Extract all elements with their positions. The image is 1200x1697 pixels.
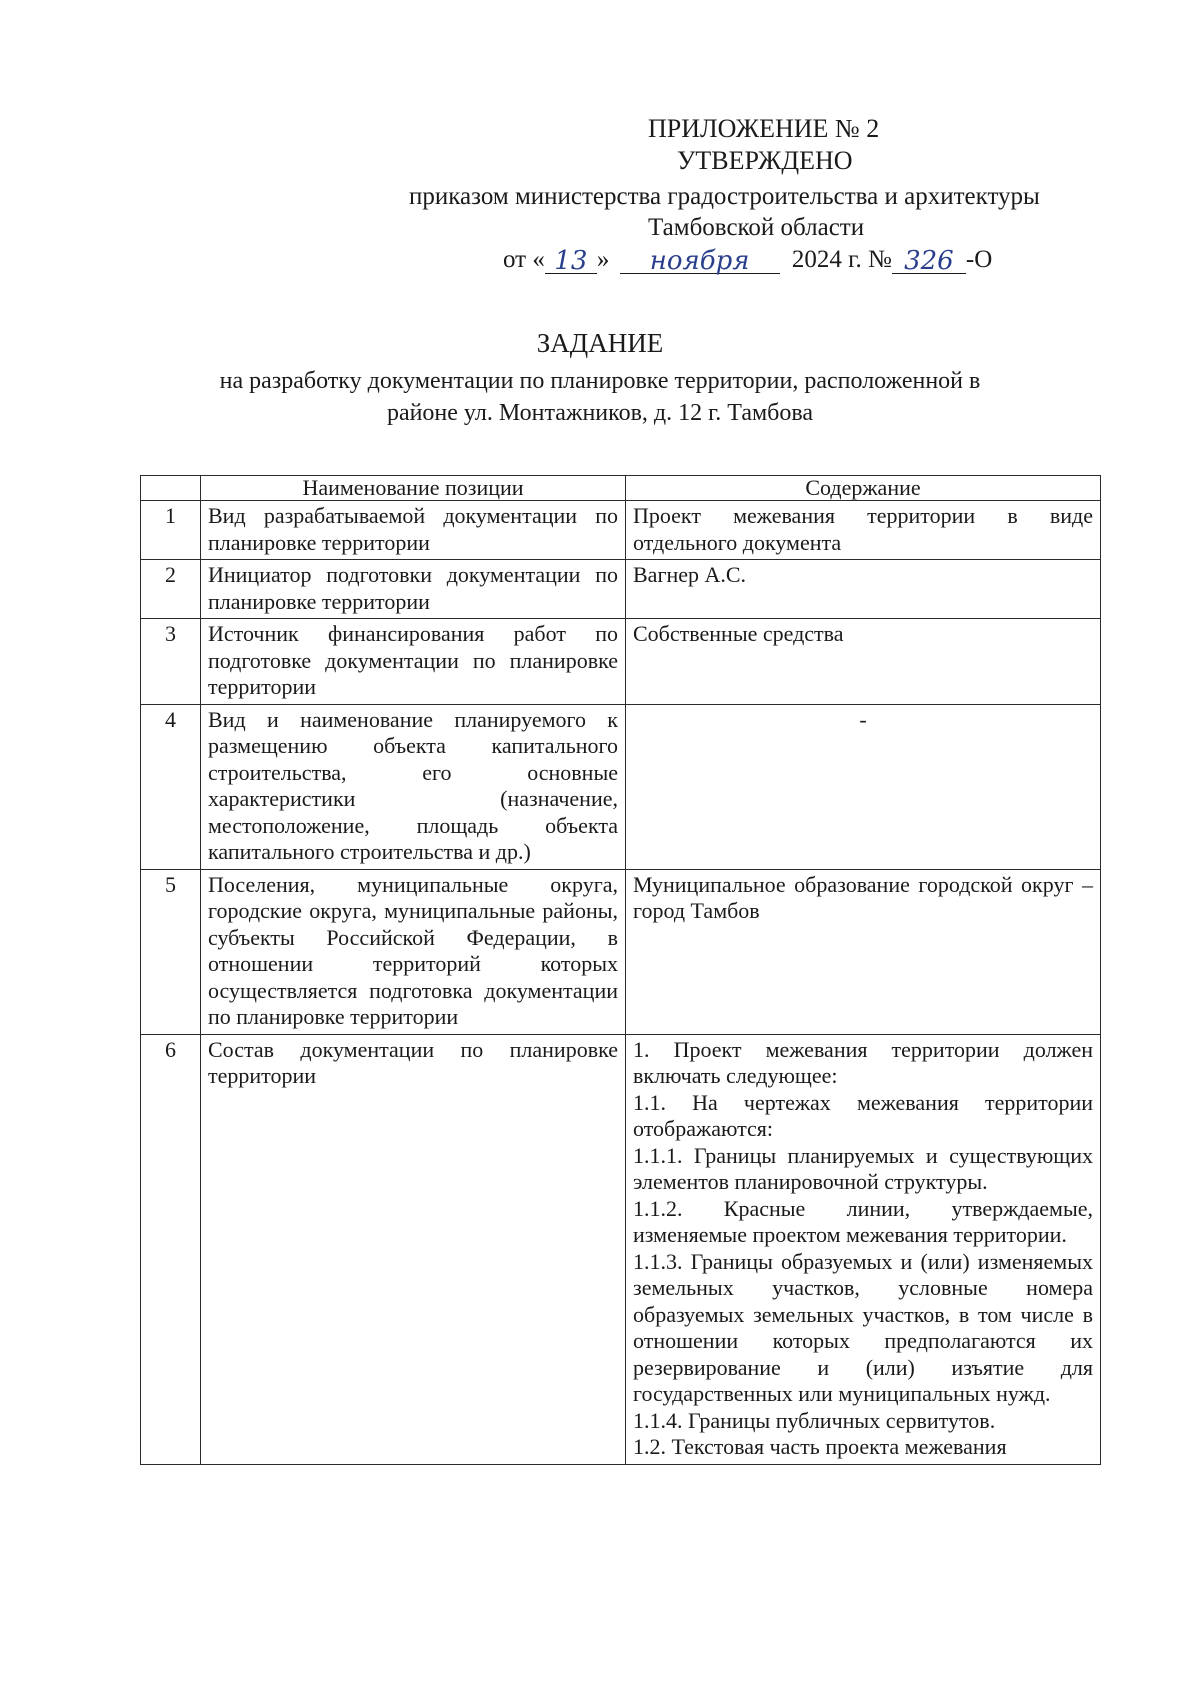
row-name: Источник финансирования работ по подготовке документации по планировке территории bbox=[201, 619, 626, 705]
table-row bbox=[141, 704, 1101, 869]
row-number: 1 bbox=[141, 501, 201, 560]
year-text: 2024 г. № bbox=[791, 246, 892, 273]
row-name: Поселения, муниципальные округа, городские округа, муниципальные районы, субъекты Российской Федерации, в отношении территорий которых осуществляется подготовка документации по планировке территории bbox=[201, 869, 626, 1034]
row-content bbox=[626, 1034, 1101, 1464]
table-row bbox=[141, 501, 1101, 560]
row-number: 4 bbox=[141, 704, 201, 869]
table-row bbox=[141, 1034, 1101, 1464]
row-number: 6 bbox=[141, 1034, 201, 1464]
task-table bbox=[140, 475, 1101, 1465]
row-number: 2 bbox=[141, 560, 201, 619]
row-number: 3 bbox=[141, 619, 201, 705]
date-prefix: от « bbox=[503, 246, 545, 273]
content-paragraph: 1. Проект межевания территории должен включать следующее: bbox=[633, 1036, 1093, 1088]
content-paragraph: 1.1.1. Границы планируемых и существующих элементов планировочной структуры. bbox=[633, 1142, 1093, 1194]
row-name: Вид и наименование планируемого к размещению объекта капитального строительства, его основные характеристики (назначение, местоположение, площадь объекта капитального строительства и др.) bbox=[201, 704, 626, 869]
table-row bbox=[141, 560, 1101, 619]
date-mid: » bbox=[596, 246, 610, 273]
content-paragraph: 1.1.3. Границы образуемых и (или) изменяемых земельных участков, условные номера образуемых земельных участков, в том числе в отношении которых предполагаются их резервирование и (или) изъятие для государственных или муниципальных нужд. bbox=[633, 1248, 1093, 1406]
content-paragraph: 1.1.2. Красные линии, утверждаемые, изменяемые проектом межевания территории. bbox=[633, 1195, 1093, 1247]
table-row bbox=[141, 619, 1101, 705]
day-field bbox=[545, 246, 597, 274]
content-paragraph: Вагнер А.С. bbox=[633, 562, 747, 587]
row-content bbox=[626, 560, 1101, 619]
content-paragraph: Проект межевания территории в виде отдельного документа bbox=[633, 503, 1093, 555]
table-header-row bbox=[141, 476, 1101, 501]
content-paragraph: 1.1.4. Границы публичных сервитутов. bbox=[633, 1407, 996, 1433]
day-handwritten: 13 bbox=[554, 246, 588, 276]
content-paragraph: Собственные средства bbox=[633, 621, 844, 646]
header-num bbox=[141, 476, 201, 501]
row-name: Инициатор подготовки документации по планировке территории bbox=[201, 560, 626, 619]
region-line: Тамбовской области bbox=[648, 214, 865, 241]
content-paragraph: Муниципальное образование городской округ – город Тамбов bbox=[633, 871, 1093, 923]
row-name: Состав документации по планировке территории bbox=[201, 1034, 626, 1464]
document-subtitle-line-2: районе ул. Монтажников, д. 12 г. Тамбова bbox=[386, 400, 814, 426]
order-line: приказом министерства градостроительства и архитектуры bbox=[409, 183, 1040, 210]
month-handwritten: ноября bbox=[649, 246, 750, 276]
content-paragraph: - bbox=[859, 706, 867, 732]
row-number: 5 bbox=[141, 869, 201, 1034]
content-paragraph: 1.1. На чертежах межевания территории отображаются: bbox=[633, 1089, 1093, 1141]
row-name: Вид разрабатываемой документации по планировке территории bbox=[201, 501, 626, 560]
header-name: Наименование позиции bbox=[201, 476, 626, 501]
row-content bbox=[626, 704, 1101, 869]
content-paragraph: 1.2. Текстовая часть проекта межевания bbox=[633, 1434, 1007, 1459]
number-field bbox=[892, 246, 966, 274]
row-content bbox=[626, 619, 1101, 705]
row-content bbox=[626, 501, 1101, 560]
number-suffix: -О bbox=[965, 246, 993, 273]
document-title: ЗАДАНИЕ bbox=[536, 328, 664, 358]
table-row bbox=[141, 869, 1101, 1034]
order-date-line bbox=[503, 246, 992, 274]
header-content: Содержание bbox=[626, 476, 1101, 501]
row-content bbox=[626, 869, 1101, 1034]
document-subtitle-line-1: на разработку документации по планировке территории, расположенной в bbox=[219, 368, 981, 394]
approved-label: УТВЕРЖДЕНО bbox=[677, 146, 853, 175]
number-handwritten: 326 bbox=[904, 246, 954, 276]
appendix-heading: ПРИЛОЖЕНИЕ № 2 bbox=[648, 114, 880, 143]
month-field bbox=[620, 246, 780, 274]
